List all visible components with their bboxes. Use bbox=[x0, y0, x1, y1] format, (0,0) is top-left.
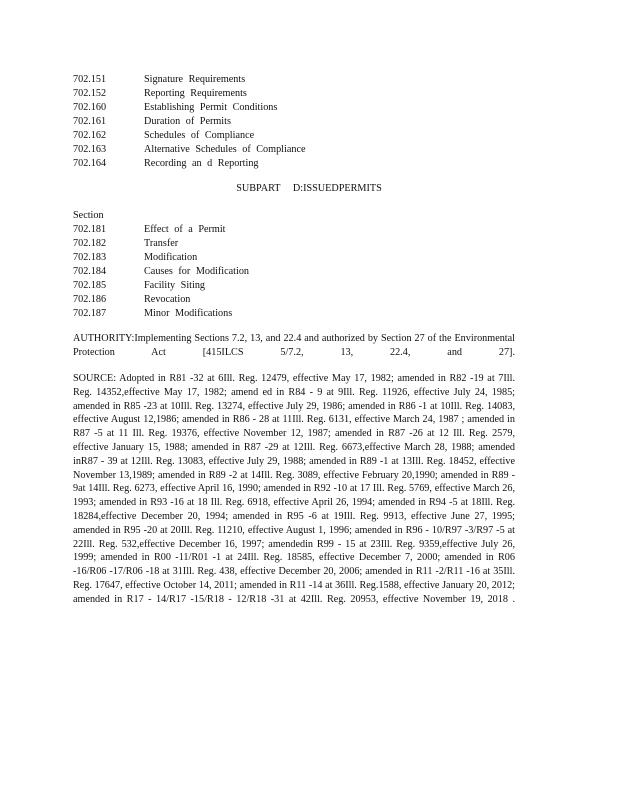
section-title: Reporting Requirements bbox=[144, 88, 247, 99]
section-title: Facility Siting bbox=[144, 280, 206, 291]
section-title: Transfer bbox=[144, 238, 179, 249]
section-number: 702.161 bbox=[73, 116, 107, 127]
section-title: Minor Modifications bbox=[144, 308, 233, 319]
section-number: 702.151 bbox=[73, 74, 107, 85]
source-paragraph: SOURCE: Adopted in R81 -32 at 6Ill. Reg. 12479, effective May 17, 1982; amended in R82 -19 at 7Ill. Reg. 14352,effective May 17, 1982; amend ed in R84 - 9 at 9Ill. Reg. 11926, effective July 24, 1985; amended in R85 -23 at 10Ill. Reg. 13274, effective July 29, 1986; amended in R86 -1 at 10Ill. Reg. 14083, effective August 12,1986; amended in R86 - 28 at 11Ill. Reg. 6131, effective March 24, 1987 ; amended in R87 -5 at 11 Ill. Reg. 19376, effective November 12, 1987; amended in R87 -26 at 12 Ill. Reg. 2579, effective January 15, 1988; amended in R87 -29 at 12Ill. Reg. 6673,effective March 28, 1988; amended inR87 - 39 at 12Ill. Reg. 13083, effective July 29, 1988; amended in R89 -1 at 13Ill. Reg. 18452, effective November 13,1989; amended in R89 -2 at 14Ill. Reg. 3089, effective February 20,1990; amended in R89 - 9at 14Ill. Reg. 6273, effective April 16, 1990; amended in R92 -10 at 17 Ill. Reg. 5769, effective March 26, 1993; amended in R93 -16 at 18 Ill. Reg. 6918, effective April 26, 1994; amended in R94 -5 at 18Ill. Reg. 18284,effective December 20, 1994; amended in R95 -6 at 19Ill. Reg. 9913, effective June 27, 1995; amended in R95 -20 at 20Ill. Reg. 11210, effective August 1, 1996; amended in R96 - 10/R97 -3/R97 -5 at 22Ill. Reg. 532,effective December 16, 1997; amendedin R99 - 15 at 23Ill. Reg. 9359,effective July 26, 1999; amended in R00 -11/R01 -1 at 24Ill. Reg. 18585, effective December 7, 2000; amended in R06 -16/R06 -17/R06 -18 at 31Ill. Reg. 438, effective December 20, 2006; amended in R11 -2/R11 -16 at 35Ill. Reg. 17647, effective October 14, 2011; amended in R11 -14 at 36Ill. Reg.1588, effective January 20, 2012; amended in R17 - 14/R17 -15/R18 - 12/R18 -31 at 42Ill. Reg. 20953, effective November 19, 2018 . bbox=[73, 373, 515, 605]
section-number: 702.164 bbox=[73, 158, 107, 169]
section-title: Revocation bbox=[144, 294, 191, 305]
section-number: 702.184 bbox=[73, 266, 107, 277]
authority-paragraph: AUTHORITY:Implementing Sections 7.2, 13, and 22.4 and authorized by Section 27 of the Environmental Protection Act [415ILCS 5/7.2, 13, 22.4, and 27]. bbox=[73, 333, 515, 358]
section-number: 702.160 bbox=[73, 102, 107, 113]
section-number: 702.186 bbox=[73, 294, 107, 305]
section-title: Effect of a Permit bbox=[144, 224, 226, 235]
section-title: Schedules of Compliance bbox=[144, 130, 255, 141]
section-title: Establishing Permit Conditions bbox=[144, 102, 278, 113]
section-number: 702.181 bbox=[73, 224, 107, 235]
section-title: Signature Requirements bbox=[144, 74, 246, 85]
section-number: 702.162 bbox=[73, 130, 107, 141]
section-title: Recording an d Reporting bbox=[144, 158, 259, 169]
section-label: Section bbox=[73, 210, 104, 221]
subpart-heading: SUBPART D:ISSUEDPERMITS bbox=[236, 183, 382, 194]
section-number: 702.185 bbox=[73, 280, 107, 291]
section-title: Causes for Modification bbox=[144, 266, 250, 277]
section-title: Duration of Permits bbox=[144, 116, 231, 127]
section-number: 702.187 bbox=[73, 308, 107, 319]
section-number: 702.163 bbox=[73, 144, 107, 155]
section-title: Alternative Schedules of Compliance bbox=[144, 144, 306, 155]
section-number: 702.183 bbox=[73, 252, 107, 263]
section-number: 702.152 bbox=[73, 88, 107, 99]
section-number: 702.182 bbox=[73, 238, 107, 249]
section-title: Modification bbox=[144, 252, 198, 263]
